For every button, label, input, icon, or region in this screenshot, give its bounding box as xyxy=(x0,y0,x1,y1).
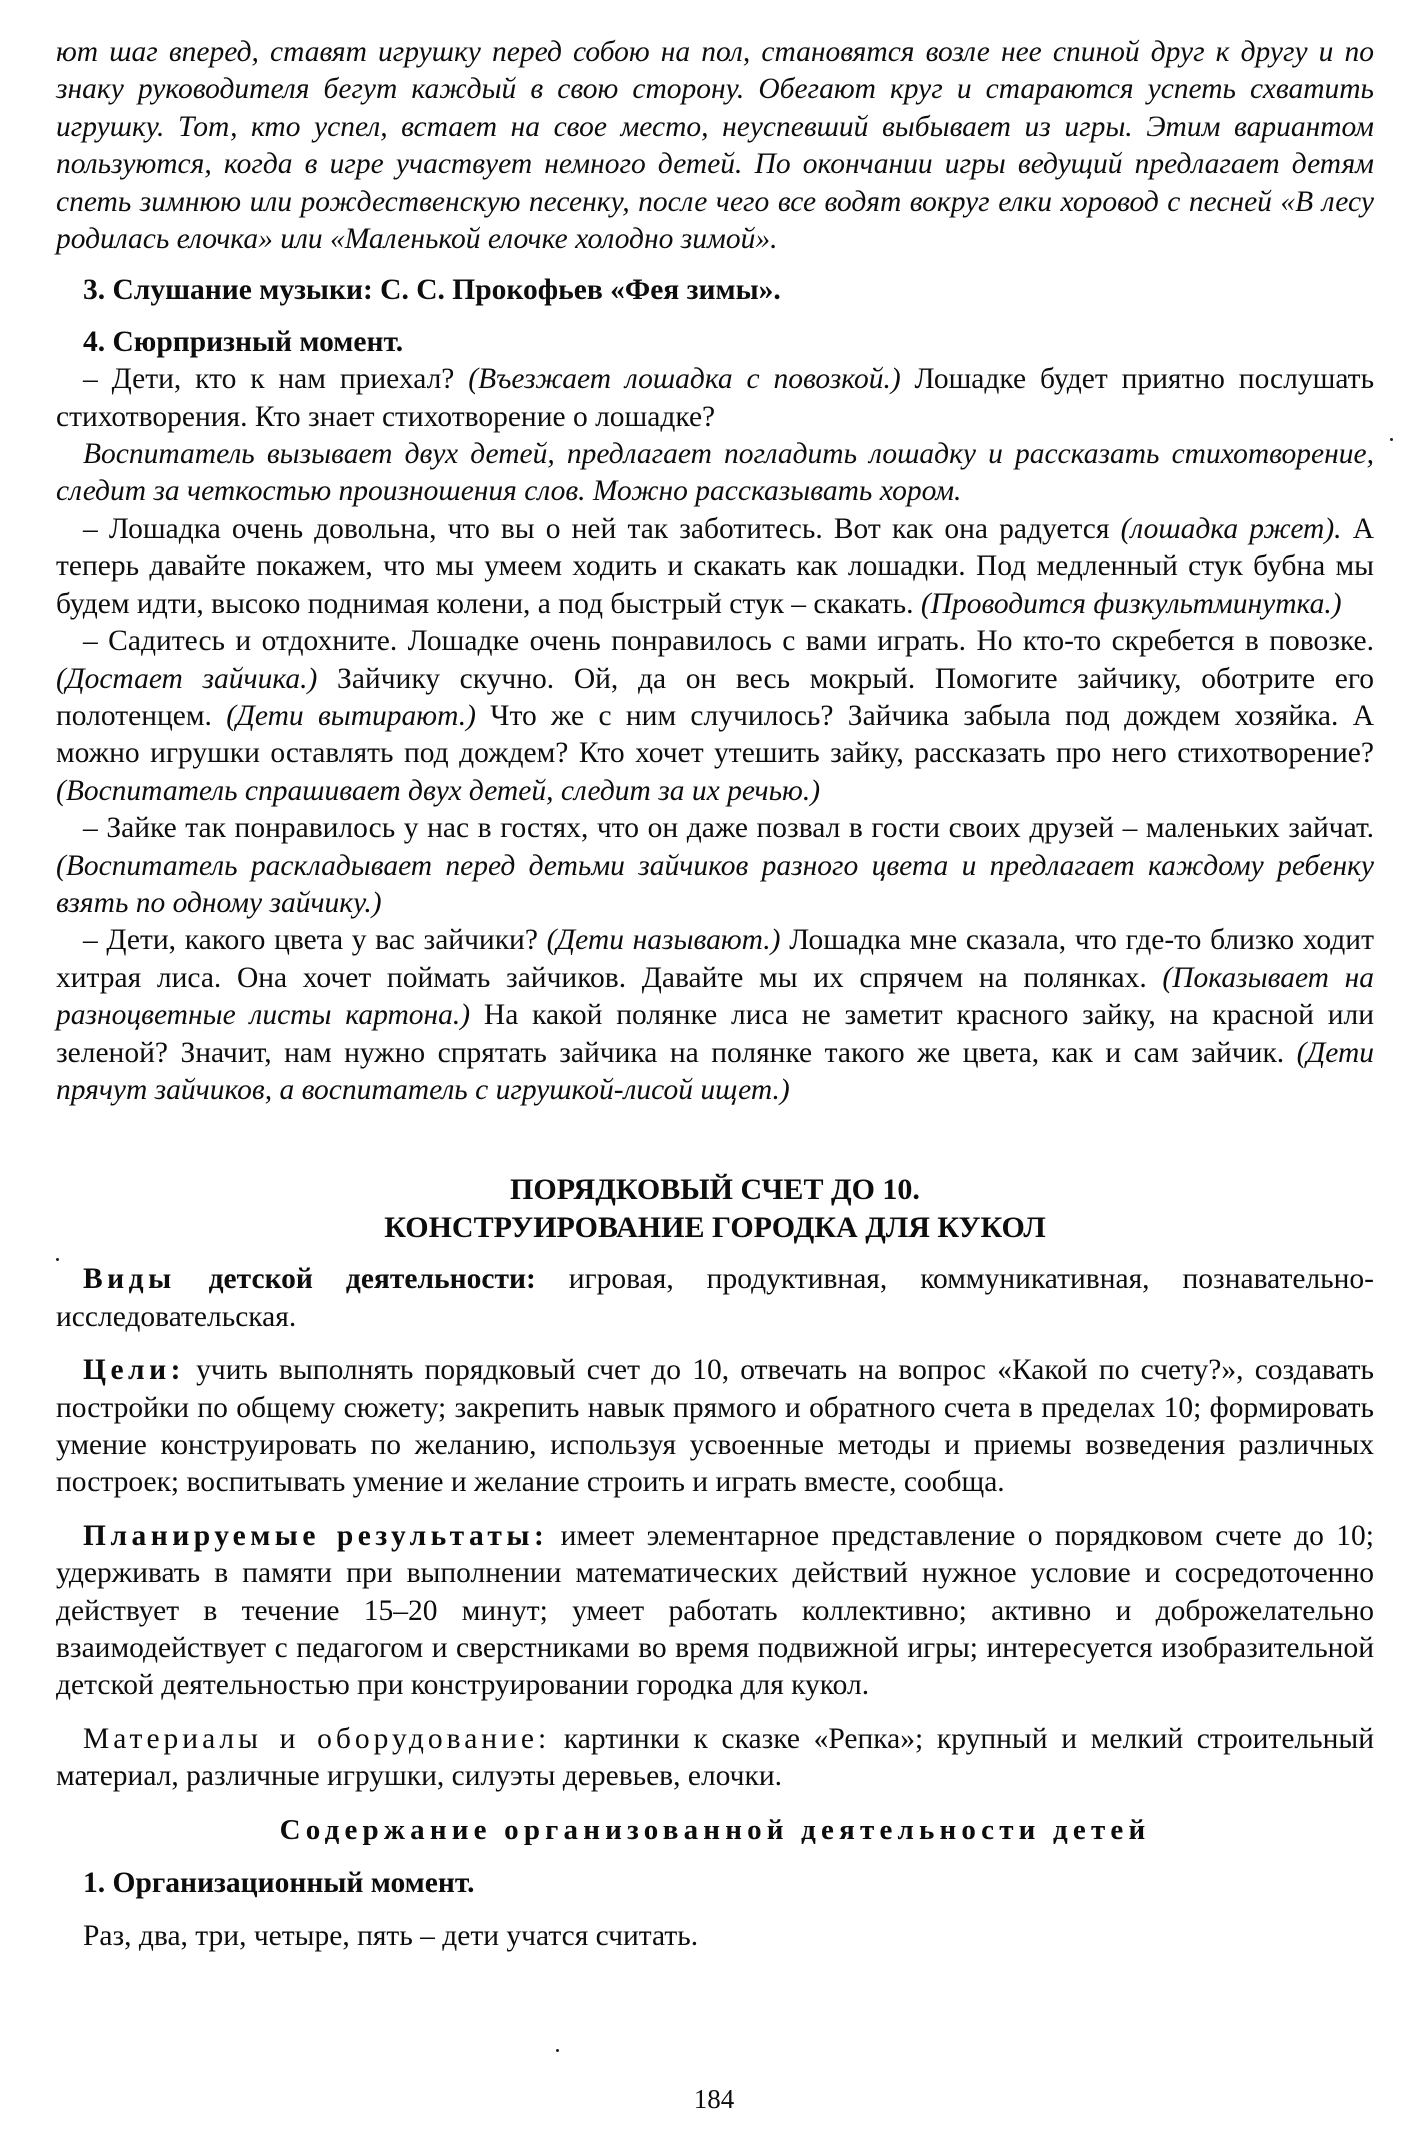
page-number: 184 xyxy=(693,2084,735,2114)
paragraph-bunny-friends: – Зайке так понравилось у нас в гостях, что он даже позвал в гости своих друзей – маленьких зайчат. (Воспитатель раскладывает перед детьми зайчиков разного цвета и предлагает каждому ребенку взять по одному зайчику.) xyxy=(56,812,1374,919)
lesson-title-line-1: ПОРЯДКОВЫЙ СЧЕТ ДО 10. xyxy=(510,1173,920,1207)
section-heading-content: Содержание организованной деятельности детей xyxy=(279,1813,1151,1846)
paragraph-goals: Цели: учить выполнять порядковый счет до 10, отвечать на вопрос «Какой по счету?», создавать постройки по общему сюжету; закрепить навык прямого и обратного счета в пределах 10; формировать умение конструировать по желанию, используя усвоенные методы и приемы возведения различных построек; воспитывать умение и желание строить и играть вместе, сообща. xyxy=(56,1354,1374,1499)
scan-speck xyxy=(556,2049,559,2052)
top-paragraph: ют шаг вперед, ставят игрушку перед собою на пол, становятся возле нее спиной друг к другу и по знаку руководителя бегут каждый в свою сторону. Обегают круг и стараются успеть схватить игрушку. Тот, кто успел, встает на свое место, неуспевший выбывает из игры. Этим вариантом пользуются, когда в игре участвует немного детей. По окончании игры ведущий предлагает детям спеть зимнюю или рождественскую песенку, после чего все водят вокруг елки хоровод с песней «В лесу родилась елочка» или «Маленькой елочке холодно зимой». xyxy=(56,36,1374,256)
heading-organizational-moment: 1. Организационный момент. xyxy=(83,1867,475,1900)
paragraph-materials: Материалы и оборудование: картинки к сказке «Репка»; крупный и мелкий строительный материал, различные игрушки, силуэты деревьев, елочки. xyxy=(56,1722,1374,1793)
paragraph-hide-bunnies: – Дети, какого цвета у вас зайчики? (Дети называют.) Лошадка мне сказала, что где-то близко ходит хитрая лиса. Она хочет поймать зайчиков. Давайте мы их спрячем на полянках. (Показывает на разноцветные листы картона.) На какой полянке лиса не заметит красного зайку, на красной или зеленой? Значит, нам нужно спрятать зайчика на полянке такого же цвета, как и сам зайчик. (Дети прячут зайчиков, а воспитатель с игрушкой-лисой ищет.) xyxy=(56,924,1374,1106)
paragraph-activity-kinds: Виды детской деятельности: игровая, продуктивная, коммуникативная, познавательно-исследовательская. xyxy=(56,1263,1374,1333)
lesson-title xyxy=(56,1171,1374,1247)
scan-speck xyxy=(56,1258,59,1261)
paragraph-teacher-note: Воспитатель вызывает двух детей, предлагает погладить лошадку и рассказать стихотворение, следит за четкостью произношения слов. Можно рассказывать хором. xyxy=(56,438,1374,508)
lesson-title-line-2: КОНСТРУИРОВАНИЕ ГОРОДКА ДЛЯ КУКОЛ xyxy=(384,1211,1046,1245)
paragraph-horse-happy: – Лошадка очень довольна, что вы о ней так заботитесь. Вот как она радуется (лошадка ржет). А теперь давайте покажем, что мы умеем ходить и скакать как лошадки. Под медленный стук бубна мы будем идти, высоко поднимая колени, а под быстрый стук – скакать. (Проводится физкультминутка.) xyxy=(56,512,1374,620)
heading-surprise-moment: 4. Сюрпризный момент. xyxy=(83,325,404,358)
scan-speck xyxy=(1390,438,1393,441)
heading-music-listening: 3. Слушание музыки: С. С. Прокофьев «Фея зимы». xyxy=(83,274,781,307)
paragraph-counting-rhyme: Раз, два, три, четыре, пять – дети учатся считать. xyxy=(83,1920,699,1953)
paragraph-horse-arrives: – Дети, кто к нам приехал? (Въезжает лошадка с повозкой.) Лошадке будет приятно послушать стихотворения. Кто знает стихотворение о лошадке? xyxy=(56,363,1375,433)
paragraph-bunny-wet: – Садитесь и отдохните. Лошадке очень понравилось с вами играть. Но кто-то скребется в повозке. (Достает зайчика.) Зайчику скучно. Ой, да он весь мокрый. Помогите зайчику, оботрите его полотенцем. (Дети вытирают.) Что же с ним случилось? Зайчика забыла под дождем хозяйка. А можно игрушки оставлять под дождем? Кто хочет утешить зайку, рассказать про него стихотворение? (Воспитатель спрашивает двух детей, следит за их речью.) xyxy=(56,625,1375,807)
paragraph-planned-results: Планируемые результаты: имеет элементарное представление о порядковом счете до 10; удерживать в памяти при выполнении математических действий нужное условие и сосредоточенно действует в течение 15–20 минут; умеет работать коллективно; активно и доброжелательно взаимодействует с педагогом и сверстниками во время подвижной игры; интересуется изобразительной детской деятельностью при конструировании городка для кукол. xyxy=(56,1519,1374,1702)
